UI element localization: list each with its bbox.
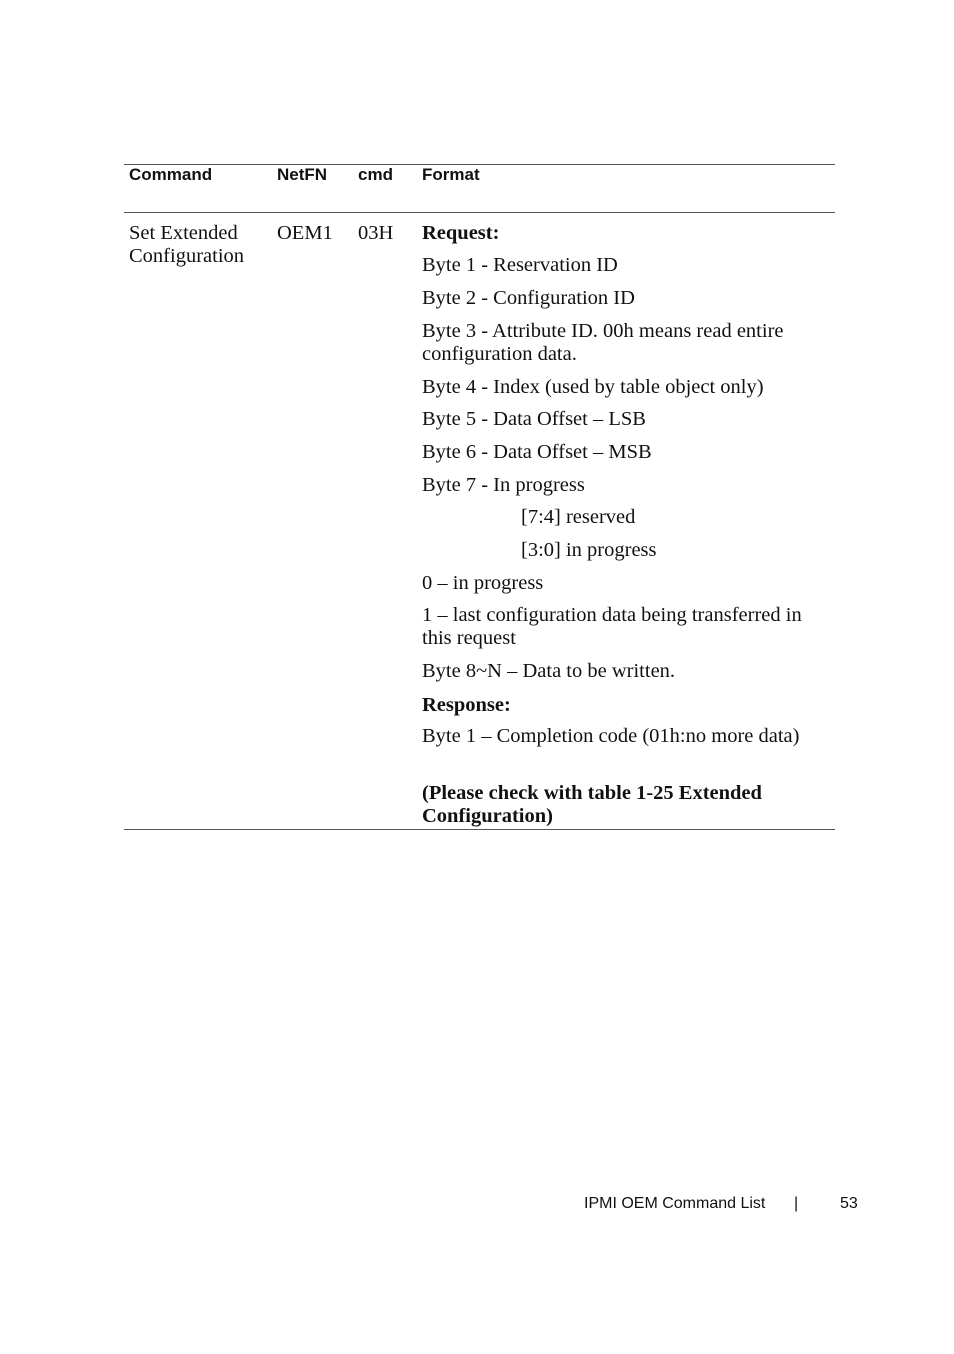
footer-title: IPMI OEM Command List (584, 1195, 766, 1212)
format-line: Byte 4 - Index (used by table object only) (422, 376, 764, 398)
format-line: Byte 7 - In progress (422, 474, 585, 496)
format-line: (Please check with table 1-25 Extended Configuration) (422, 782, 762, 827)
format-line: Byte 3 - Attribute ID. 00h means read entire configuration data. (422, 320, 784, 365)
format-line: Byte 1 – Completion code (01h:no more data) (422, 725, 800, 747)
format-line: 1 – last configuration data being transferred in this request (422, 604, 802, 649)
format-line: Response: (422, 694, 511, 716)
format-line: Byte 5 - Data Offset – LSB (422, 408, 646, 430)
header-cmd: cmd (358, 165, 393, 184)
cmd-value: 03H (358, 222, 394, 244)
format-line-indented: [3:0] in progress (521, 539, 657, 561)
format-line: Byte 6 - Data Offset – MSB (422, 441, 652, 463)
format-line: 0 – in progress (422, 572, 544, 594)
format-line: Request: (422, 222, 500, 244)
header-netfn: NetFN (277, 165, 328, 184)
header-format: Format (422, 165, 480, 184)
header-command: Command (129, 165, 213, 184)
format-line-indented: [7:4] reserved (521, 506, 636, 528)
header-bottom-rule (124, 212, 835, 213)
netfn-value: OEM1 (277, 222, 333, 244)
table-bottom-rule (124, 829, 835, 830)
footer-separator: | (794, 1195, 799, 1212)
command-name: Set Extended Configuration (129, 222, 245, 267)
format-line: Byte 1 - Reservation ID (422, 254, 618, 276)
format-line: Byte 2 - Configuration ID (422, 287, 635, 309)
format-line: Byte 8~N – Data to be written. (422, 660, 676, 682)
page-number: 53 (840, 1195, 858, 1212)
